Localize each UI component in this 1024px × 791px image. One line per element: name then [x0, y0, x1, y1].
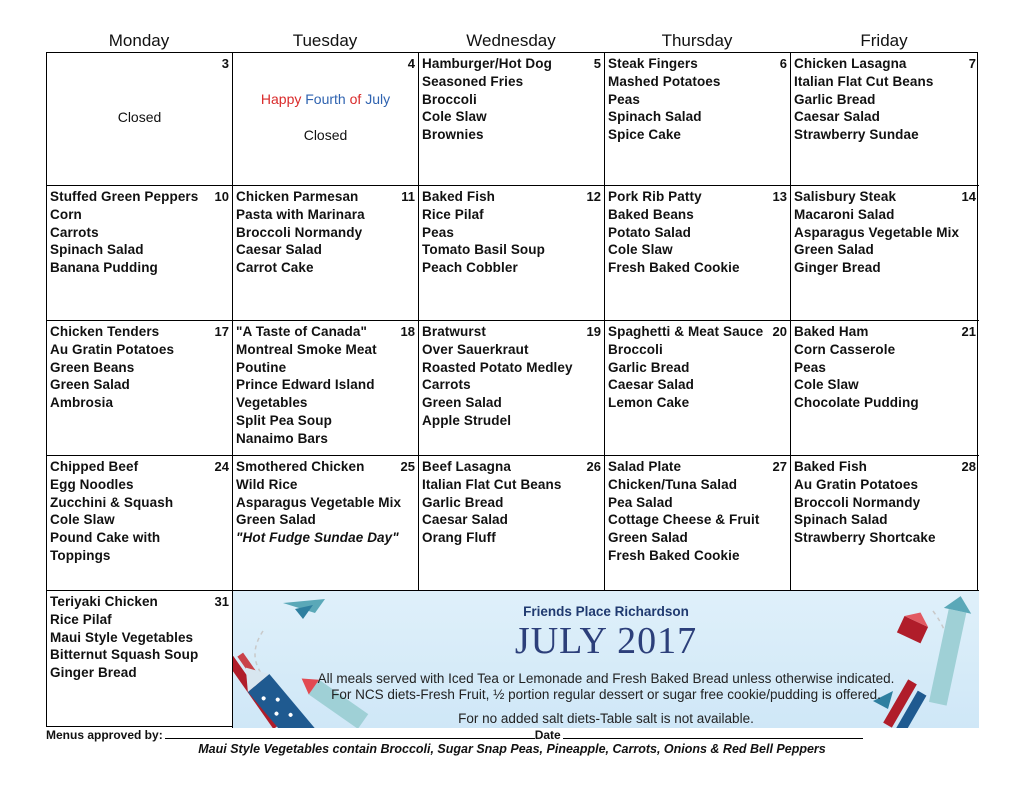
signature-line	[165, 727, 535, 739]
menu-item: Chicken Tenders	[50, 324, 160, 339]
menu-item: Seasoned Fries	[422, 73, 524, 89]
menu-item: Rice Pilaf	[50, 611, 112, 627]
day-number: 26	[586, 459, 601, 474]
menu-list	[50, 323, 230, 412]
menu-item: Prince Edward Island	[236, 377, 375, 393]
holiday-word: Happy	[260, 91, 302, 107]
menu-item: Pasta with Marinara	[236, 206, 365, 222]
menu-item: Broccoli	[608, 341, 663, 357]
menu-item: Ambrosia	[50, 395, 114, 411]
menu-item: Tomato Basil Soup	[422, 242, 545, 258]
menu-list	[794, 323, 977, 412]
day-number: 25	[400, 459, 415, 474]
menu-item: Bratwurst	[422, 324, 486, 339]
footer-note: Maui Style Vegetables contain Broccoli, Sugar Snap Peas, Pineapple, Carrots, Onions & Red Bell Peppers	[198, 742, 826, 756]
day-cell	[791, 321, 979, 456]
day-cell	[233, 53, 419, 186]
approved-label: Menus approved by:	[46, 728, 163, 742]
day-number: 3	[221, 56, 229, 71]
menu-list	[608, 188, 788, 277]
menu-item: Vegetables	[236, 395, 308, 411]
menu-item: Broccoli	[422, 91, 477, 107]
day-number: 20	[772, 324, 787, 339]
day-cell	[47, 591, 233, 728]
menu-item: Corn Casserole	[794, 341, 896, 357]
day-cell	[47, 321, 233, 456]
menu-item: Lemon Cake	[608, 395, 690, 411]
menu-item: Peas	[794, 359, 826, 375]
day-cell	[605, 186, 791, 321]
day-cell	[47, 53, 233, 186]
menu-item: Green Salad	[236, 512, 316, 528]
weekday-wednesday: Wednesday	[466, 31, 556, 50]
menu-item: Stuffed Green Peppers	[50, 189, 199, 204]
weekday-tuesday: Tuesday	[292, 31, 358, 50]
menu-item: Asparagus Vegetable Mix	[236, 494, 402, 510]
day-number: 10	[214, 189, 229, 204]
menu-item: Over Sauerkraut	[422, 341, 529, 357]
menu-item: Garlic Bread	[422, 494, 504, 510]
menu-item: Au Gratin Potatoes	[794, 476, 919, 492]
day-cell	[605, 53, 791, 186]
closed-label: Closed	[117, 109, 162, 125]
menu-item: Broccoli Normandy	[794, 494, 921, 510]
menu-list	[422, 55, 602, 144]
menu-item: Nanaimo Bars	[236, 430, 328, 446]
menu-item: Egg Noodles	[50, 476, 134, 492]
menu-list	[608, 323, 788, 412]
menu-list	[236, 323, 416, 448]
menu-item: Cole Slaw	[50, 512, 115, 528]
menu-item: Macaroni Salad	[794, 206, 895, 222]
menu-list	[422, 458, 602, 547]
menu-item: Baked Fish	[794, 459, 868, 474]
banner-note-3: For no added salt diets-Table salt is not available.	[458, 711, 754, 726]
menu-item: Spinach Salad	[794, 512, 888, 528]
holiday-word: July	[365, 91, 391, 107]
menu-item: Smothered Chicken	[236, 459, 365, 474]
menu-item: Peach Cobbler	[422, 260, 518, 276]
menu-list	[608, 55, 788, 144]
menu-item: Chicken Parmesan	[236, 189, 359, 204]
menu-list	[794, 55, 977, 144]
menu-item: Spaghetti & Meat Sauce	[608, 324, 764, 339]
holiday-word: of	[349, 91, 362, 107]
menu-item: Cole Slaw	[794, 377, 859, 393]
weekday-header-row	[46, 30, 978, 52]
menu-item: Asparagus Vegetable Mix	[794, 224, 960, 240]
day-number: 24	[214, 459, 229, 474]
day-number: 17	[214, 324, 229, 339]
menu-item: Ginger Bread	[50, 665, 137, 681]
day-number: 21	[961, 324, 976, 339]
menu-list	[608, 458, 788, 565]
menu-item: Beef Lasagna	[422, 459, 511, 474]
date-label: Date	[534, 728, 561, 742]
menu-list	[794, 458, 977, 547]
menu-item: Green Salad	[422, 395, 502, 411]
menu-item: Fresh Baked Cookie	[608, 260, 740, 276]
menu-item: Hamburger/Hot Dog	[422, 56, 552, 71]
day-number: 4	[407, 56, 415, 71]
menu-item: Apple Strudel	[422, 412, 512, 428]
menu-item: Italian Flat Cut Beans	[422, 476, 562, 492]
menu-calendar-grid	[46, 52, 978, 727]
month-banner	[233, 591, 979, 728]
menu-item: Peas	[422, 224, 454, 240]
banner-note-2: For NCS diets-Fresh Fruit, ½ portion regular dessert or sugar free cookie/pudding is offered.	[331, 687, 881, 702]
day-number: 28	[961, 459, 976, 474]
menu-item: Cottage Cheese & Fruit	[608, 512, 760, 528]
menu-item: Poutine	[236, 359, 287, 375]
day-cell	[419, 53, 605, 186]
menu-item: Wild Rice	[236, 476, 298, 492]
menu-item: Roasted Potato Medley	[422, 359, 573, 375]
banner-note-1: All meals served with Iced Tea or Lemonade and Fresh Baked Bread unless otherwise indicated.	[317, 671, 895, 686]
day-number: 27	[772, 459, 787, 474]
menu-item: Green Salad	[50, 377, 130, 393]
menu-item: Steak Fingers	[608, 56, 698, 71]
holiday-word: Fourth	[305, 91, 346, 107]
approval-line	[46, 727, 863, 742]
closed-label: Closed	[303, 127, 348, 143]
menu-item: Carrot Cake	[236, 260, 314, 276]
holiday-greeting	[233, 91, 418, 107]
day-number: 6	[779, 56, 787, 71]
menu-item: Corn	[50, 206, 82, 222]
menu-item: Chicken/Tuna Salad	[608, 476, 738, 492]
menu-item: Green Salad	[794, 242, 874, 258]
weekday-monday: Monday	[108, 31, 170, 50]
day-cell	[47, 456, 233, 591]
menu-item: Zucchini & Squash	[50, 494, 174, 510]
day-cell	[419, 186, 605, 321]
menu-list	[50, 593, 230, 682]
menu-item: Spice Cake	[608, 127, 682, 143]
menu-item: Strawberry Sundae	[794, 127, 919, 143]
menu-item: Cole Slaw	[422, 109, 487, 125]
menu-item: Fresh Baked Cookie	[608, 547, 740, 563]
menu-item: Teriyaki Chicken	[50, 594, 158, 609]
menu-list	[794, 188, 977, 277]
day-cell	[605, 456, 791, 591]
menu-item: Pork Rib Patty	[608, 189, 702, 204]
menu-item: Orang Fluff	[422, 530, 496, 546]
menu-item: Salisbury Steak	[794, 189, 897, 204]
menu-item: Split Pea Soup	[236, 412, 332, 428]
menu-item: Salad Plate	[608, 459, 682, 474]
day-cell	[233, 321, 419, 456]
menu-item: Au Gratin Potatoes	[50, 341, 175, 357]
menu-item: Rice Pilaf	[422, 206, 484, 222]
day-number: 18	[400, 324, 415, 339]
day-cell	[419, 456, 605, 591]
day-number: 12	[586, 189, 601, 204]
menu-item: Peas	[608, 91, 640, 107]
banner-title: JULY 2017	[514, 620, 698, 662]
date-line	[563, 727, 863, 739]
day-cell	[791, 53, 979, 186]
day-number: 11	[401, 189, 415, 204]
day-cell	[791, 456, 979, 591]
weekday-thursday: Thursday	[661, 31, 733, 50]
menu-item: Toppings	[50, 547, 111, 563]
menu-item: Italian Flat Cut Beans	[794, 73, 934, 89]
menu-list	[236, 188, 416, 277]
menu-item: Pound Cake with	[50, 530, 161, 546]
day-cell	[233, 186, 419, 321]
day-number: 5	[593, 56, 601, 71]
menu-item: Baked Ham	[794, 324, 869, 339]
menu-item: Chicken Lasagna	[794, 56, 907, 71]
menu-item: Garlic Bread	[608, 359, 690, 375]
menu-item: Pea Salad	[608, 494, 673, 510]
menu-item: Montreal Smoke Meat	[236, 341, 377, 357]
menu-item: Caesar Salad	[794, 109, 881, 125]
menu-item: Baked Beans	[608, 206, 694, 222]
menu-item: "Hot Fudge Sundae Day"	[236, 530, 399, 546]
menu-item: Caesar Salad	[422, 512, 509, 528]
menu-item: Maui Style Vegetables	[50, 629, 194, 645]
menu-item: Caesar Salad	[236, 242, 323, 258]
day-number: 19	[586, 324, 601, 339]
day-cell	[605, 321, 791, 456]
menu-item: Spinach Salad	[50, 242, 144, 258]
banner-subtitle: Friends Place Richardson	[523, 604, 689, 619]
menu-item: Green Salad	[608, 530, 688, 546]
menu-item: Carrots	[422, 377, 471, 393]
weekday-friday: Friday	[860, 31, 908, 50]
menu-item: Carrots	[50, 224, 99, 240]
menu-item: Broccoli Normandy	[236, 224, 363, 240]
menu-list	[236, 458, 416, 547]
day-cell	[233, 456, 419, 591]
day-number: 7	[968, 56, 976, 71]
menu-item: Green Beans	[50, 359, 135, 375]
day-number: 31	[214, 594, 229, 609]
menu-item: Spinach Salad	[608, 109, 702, 125]
day-cell	[791, 186, 979, 321]
menu-list	[422, 188, 602, 277]
menu-item: Caesar Salad	[608, 377, 695, 393]
menu-item: Ginger Bread	[794, 260, 881, 276]
menu-item: Banana Pudding	[50, 260, 158, 276]
day-number: 13	[772, 189, 787, 204]
menu-item: Chipped Beef	[50, 459, 139, 474]
menu-list	[422, 323, 602, 430]
menu-item: Baked Fish	[422, 189, 496, 204]
menu-item: Garlic Bread	[794, 91, 876, 107]
menu-list	[50, 188, 230, 277]
day-number: 14	[961, 189, 976, 204]
day-cell	[47, 186, 233, 321]
menu-item: Brownies	[422, 127, 484, 143]
menu-item: Bitternut Squash Soup	[50, 647, 199, 663]
menu-item: Chocolate Pudding	[794, 395, 919, 411]
menu-item: Potato Salad	[608, 224, 691, 240]
menu-item: Mashed Potatoes	[608, 73, 721, 89]
menu-item: "A Taste of Canada"	[236, 324, 367, 339]
day-cell	[419, 321, 605, 456]
menu-list	[50, 458, 230, 565]
menu-item: Cole Slaw	[608, 242, 673, 258]
menu-item: Strawberry Shortcake	[794, 530, 936, 546]
